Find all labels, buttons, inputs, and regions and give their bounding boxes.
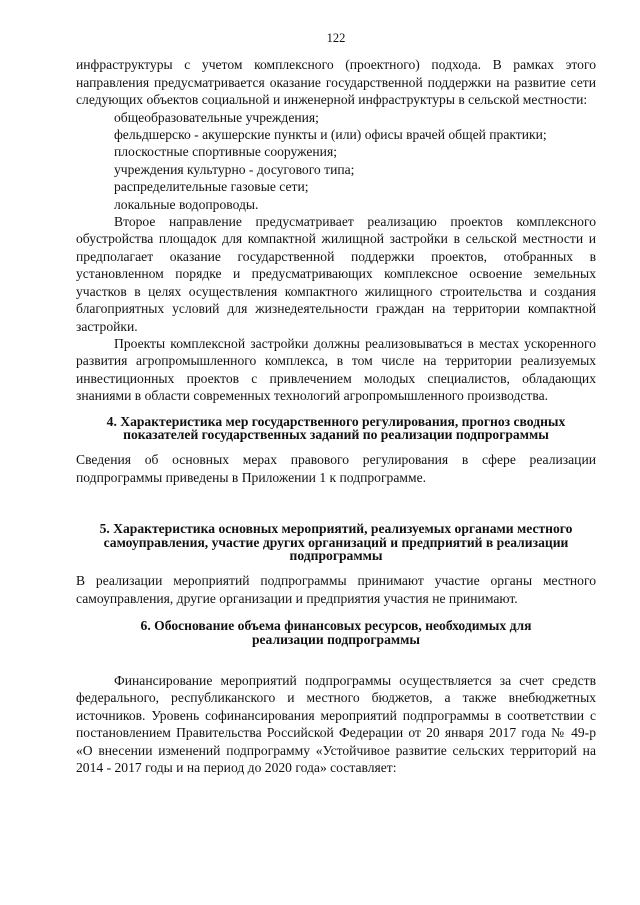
list-item-sports: плоскостные спортивные сооружения; bbox=[114, 144, 337, 160]
section-6-heading: 6. Обоснование объема финансовых ресурсов, необходимых для реализации подпрограммы bbox=[140, 618, 532, 647]
intro-paragraph: инфраструктуры с учетом комплексного (проектного) подхода. В рамках этого направления предусматривается оказание государственной поддержки на развитие сети следующих объектов социальной и инженерной инфраструктуры в сельской местности: bbox=[76, 57, 596, 108]
document-page bbox=[76, 30, 596, 776]
second-direction-paragraph: Второе направление предусматривает реализацию проектов комплексного обустройства площадок для компактной жилищной застройки в сельской местности и предполагает оказание государственной поддержки проектов, отобранных в установленном порядке и предусматривающих комплексное освоение земельных участков в целях осуществления компактного жилищного строительства и создания благоприятных условий для жизнедеятельности граждан на территории компактной застройки. bbox=[76, 214, 596, 334]
list-item-water: локальные водопроводы. bbox=[114, 196, 259, 212]
section-4-heading: 4. Характеристика мер государственного регулирования, прогноз сводных показателей государственных заданий по реализации подпрограммы bbox=[106, 413, 566, 442]
projects-paragraph: Проекты комплексной застройки должны реализовываться в местах ускоренного развития агропромышленного комплекса, в том числе на территории реализуемых инвестиционных проектов с привлечением молодых специалистов, обладающих знаниями в области современных технологий агропромышленного производства. bbox=[76, 335, 596, 404]
section-4-text: Сведения об основных мерах правового регулирования в сфере реализации подпрограммы приведены в Приложении 1 к подпрограмме. bbox=[76, 452, 596, 485]
list-item-schools: общеобразовательные учреждения; bbox=[114, 109, 319, 125]
list-item-medical: фельдшерско - акушерские пункты и (или) офисы врачей общей практики; bbox=[114, 127, 547, 143]
list-item-culture: учреждения культурно - досугового типа; bbox=[114, 161, 355, 177]
section-6-text: Финансирование мероприятий подпрограммы осуществляется за счет средств федерального, республиканского и местного бюджетов, а также внебюджетных источников. Уровень софинансирования мероприятий подпрограммы в соответствии с постановлением Правительства Российской Федерации от 20 января 2017 года № 49-р «О внесении изменений подпрограмму «Устойчивое развитие сельских территорий на 2014 - 2017 годы и на период до 2020 года» составляет: bbox=[76, 673, 596, 776]
section-5-heading: 5. Характеристика основных мероприятий, реализуемых органами местного самоуправления, участие других организаций и предприятий в реализации подпрограммы bbox=[99, 521, 573, 563]
page-number: 122 bbox=[326, 31, 346, 45]
section-5-text: В реализации мероприятий подпрограммы принимают участие органы местного самоуправления, другие организации и предприятия участия не принимают. bbox=[76, 573, 596, 606]
list-item-gas: распределительные газовые сети; bbox=[114, 179, 309, 195]
